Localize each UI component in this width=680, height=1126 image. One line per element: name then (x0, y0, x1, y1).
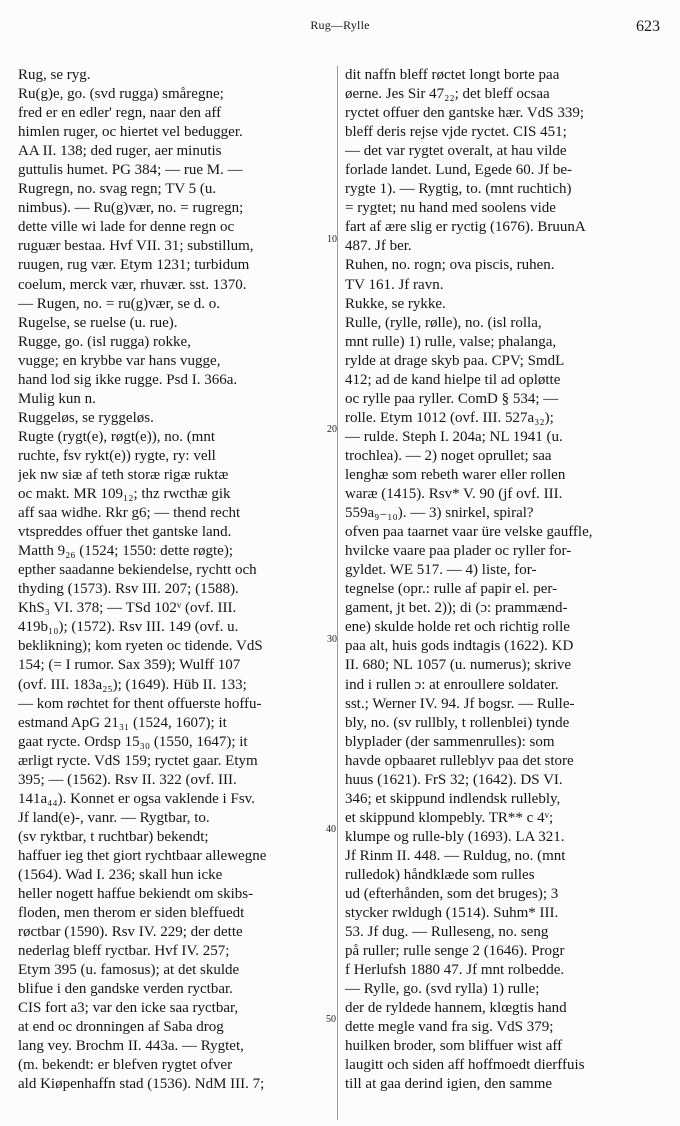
text-line: — rulde. Steph I. 204a; NL 1941 (u. (345, 428, 563, 445)
text-line: KhS₃ VI. 378; — TSd 102ᵛ (ovf. III. (18, 600, 237, 617)
text-line: et skippund klompebly. TR** c 4ᵛ; (345, 809, 554, 826)
text-line: rygte 1). — Rygtig, to. (mnt ruchtich) (345, 181, 572, 198)
text-line: ruchte, fsv rykt(e)) rygte, ry: vell (18, 447, 216, 464)
text-line: huilken broder, som bliffuer wist aff (345, 1038, 563, 1055)
text-line: vugge; en krybbe var hans vugge, (18, 352, 221, 369)
text-line: II. 680; NL 1057 (u. numerus); skrive (345, 657, 572, 674)
text-line: = rygtet; nu hand med soolens vide (345, 200, 556, 217)
text-line: Jf land(e)-, vanr. — Rygtbar, to. (18, 809, 210, 826)
text-line: jek nw siæ af teth storæ rigæ ruktæ (18, 466, 229, 483)
text-line: vtspreddes offuer thet gantske land. (18, 524, 232, 541)
text-line: Ru(g)e, go. (svd rugga) småregne; (18, 86, 224, 103)
text-line: (m. bekendt: er blefven rygtet ofver (18, 1057, 233, 1074)
left-column (18, 66, 330, 1095)
text-line: Mulig kun n. (18, 390, 96, 407)
text-line: lenghæ som rebeth warer eller rollen (345, 466, 566, 483)
text-line: 53. Jf dug. — Rulleseng, no. seng (345, 924, 549, 941)
text-line: f Herlufsh 1880 47. Jf mnt rolbedde. (345, 962, 565, 979)
text-line: AA II. 138; ded ruger, aer minutis (18, 143, 222, 160)
text-line: mnt rulle) 1) rulle, valse; phalanga, (345, 333, 557, 350)
text-line: 559a₉₋₁₀). — 3) snirkel, spiral? (345, 505, 534, 522)
line-number-50: 50 (326, 1014, 336, 1025)
text-line: ærligt rycte. VdS 159; ryctet gaar. Etym (18, 752, 258, 769)
text-line: 346; et skippund indlendsk rullebly, (345, 790, 561, 807)
text-line: paa alt, huis gods indtagis (1622). KD (345, 638, 574, 655)
text-line: 154; (= I rumor. Sax 359); Wulff 107 (18, 657, 241, 674)
text-line: ene) skulde holde ret och richtig rolle (345, 619, 570, 636)
text-line: dette ville wi lade for denne regn oc (18, 219, 235, 236)
text-line: (1564). Wad I. 236; skall hun icke (18, 866, 223, 883)
text-line: gament, jt bet. 2)); di (ɔ: prammænd- (345, 600, 568, 617)
text-line: Jf Rinm II. 448. — Ruldug, no. (mnt (345, 847, 566, 864)
text-line: 487. Jf ber. (345, 238, 412, 255)
line-number-10: 10 (327, 234, 337, 245)
text-line: ind i rullen ɔ: at enroullere soldater. (345, 676, 559, 693)
text-line: fred er en edler' regn, naar den aff (18, 105, 222, 122)
text-line: at end oc dronningen af Saba drog (18, 1019, 224, 1036)
text-line: bly, no. (sv rullbly, t rollenblei) tynde (345, 714, 570, 731)
text-line: sst.; Werner IV. 94. Jf bogsr. — Rulle- (345, 695, 575, 712)
text-line: Rug, se ryg. (18, 67, 91, 83)
text-line: ald Kiøpenhaffn stad (1536). NdM III. 7; (18, 1076, 265, 1093)
running-title: Rug—Rylle (310, 18, 370, 32)
text-line: oc rylle paa ryller. ComD § 534; — (345, 390, 559, 407)
text-line: blyplader (der sammenrulles): som (345, 733, 555, 750)
text-line: øerne. Jes Sir 47₂₂; det bleff ocsaa (345, 86, 550, 103)
text-line: CIS fort a3; var den icke saa ryctbar, (18, 1000, 239, 1017)
text-line: 395; — (1562). Rsv II. 322 (ovf. III. (18, 771, 237, 788)
text-line: blifue i den gandske verden ryctbar. (18, 981, 233, 998)
text-line: thyding (1573). Rsv III. 207; (1588). (18, 581, 239, 598)
text-line: haffuer ieg thet giort rychtbaar allewegne (18, 847, 267, 864)
text-line: havde opbaaret rulleblyv paa det store (345, 752, 574, 769)
text-line: Rukke, se rykke. (345, 295, 446, 312)
text-line: dette megle vand fra sig. VdS 379; (345, 1019, 554, 1036)
text-line: ofven paa taarnet vaar üre velske gauffle, (345, 524, 593, 541)
text-line: fart af ære slig er ryctig (1676). BruunA (345, 219, 586, 236)
text-line: guttulis humet. PG 384; — rue M. — (18, 162, 243, 179)
line-number-30: 30 (327, 634, 337, 645)
text-line: ruugen, rug vær. Etym 1231; turbidum (18, 257, 250, 274)
text-line: Rugge, go. (isl rugga) rokke, (18, 333, 191, 350)
text-line: dit naffn bleff røctet longt borte paa (345, 67, 560, 83)
text-line: 141a₄₄). Konnet er ogsa vaklende i Fsv. (18, 790, 255, 807)
text-line: 419b₁₀); (1572). Rsv III. 149 (ovf. u. (18, 619, 239, 636)
text-line: Ruhen, no. rogn; ova piscis, ruhen. (345, 257, 555, 274)
text-line: — kom røchtet for thent offuerste hoffu- (18, 695, 262, 712)
line-number-20: 20 (327, 424, 337, 435)
text-line: Matth 9₂₆ (1524; 1550: dette røgte); (18, 543, 234, 560)
text-line: gaat rycte. Ordsp 15₃₀ (1550, 1647); it (18, 733, 248, 750)
text-line: rolle. Etym 1012 (ovf. III. 527a₃₂); (345, 409, 554, 426)
text-line: lang vey. Brochm II. 443a. — Rygtet, (18, 1038, 244, 1055)
line-number-40: 40 (326, 824, 336, 835)
text-line: ryctet offuer den gantske hær. VdS 339; (345, 105, 584, 122)
text-line: Rugelse, se ruelse (u. rue). (18, 314, 178, 331)
text-line: Etym 395 (u. famosus); at det skulde (18, 962, 240, 979)
text-line: nederlag bleff ryctbar. Hvf IV. 257; (18, 943, 230, 960)
text-line: trochlea). — 2) noget oprullet; saa (345, 447, 552, 464)
text-line: forlade landet. Lund, Egede 60. Jf be- (345, 162, 572, 179)
text-line: rulledok) håndklæde som rulles (345, 866, 535, 883)
text-line: oc makt. MR 109₁₂; thz rwcthæ gik (18, 486, 231, 503)
text-line: bleff deris rejse vjde ryctet. CIS 451; (345, 124, 567, 141)
text-line: 412; ad de kand hielpe til ad opløtte (345, 371, 561, 388)
text-line: (ovf. III. 183a₂₅); (1649). Hüb II. 133; (18, 676, 247, 693)
text-line: hand lod sig ikke rugge. Psd I. 366a. (18, 371, 238, 388)
text-line: stycker rwldugh (1514). Suhm* III. (345, 905, 559, 922)
text-line: hvilcke vaare paa plader oc ryller for- (345, 543, 572, 560)
text-line: aff saa widhe. Rkr g6; — thend recht (18, 505, 241, 522)
text-line: nimbus). — Ru(g)vær, no. = rugregn; (18, 200, 244, 217)
text-line: beklikning); kom ryeten oc tidende. VdS (18, 638, 263, 655)
text-line: ruguær bestaa. Hvf VII. 31; substillum, (18, 238, 254, 255)
text-line: epther saadanne bekiendelse, rychtt och (18, 562, 257, 579)
text-line: tegnelse (opr.: rulle af papir el. per- (345, 581, 558, 598)
text-line: Rugregn, no. svag regn; TV 5 (u. (18, 181, 217, 198)
page-number: 623 (636, 18, 660, 35)
text-line: — Rugen, no. = ru(g)vær, se d. o. (18, 295, 221, 312)
text-line: coelum, merck vær, rhuvær. sst. 1370. (18, 276, 247, 293)
text-line: gyldet. WE 517. — 4) liste, for- (345, 562, 537, 579)
column-divider (337, 66, 338, 1120)
text-line: TV 161. Jf ravn. (345, 276, 444, 293)
text-line: heller nogett haffue bekiendt om skibs- (18, 886, 254, 903)
text-line: floden, men therom er siden bleffuedt (18, 905, 245, 922)
text-line: huus (1621). FrS 32; (1642). DS VI. (345, 771, 563, 788)
text-line: (sv ryktbar, t ruchtbar) bekendt; (18, 828, 209, 845)
text-line: laugitt och siden aff hoffmoedt dierffuis (345, 1057, 585, 1074)
text-line: Rugte (rygt(e), røgt(e)), no. (mnt (18, 428, 216, 445)
text-line: røctbar (1590). Rsv IV. 229; der dette (18, 924, 243, 941)
text-line: — det var rygtet overalt, at hau vilde (345, 143, 567, 160)
text-line: klumpe og rulle-bly (1693). LA 321. (345, 828, 565, 845)
text-line: himlen ruger, oc hiertet vel bedugger. (18, 124, 243, 141)
text-line: Ruggeløs, se ryggeløs. (18, 409, 154, 426)
text-line: på ruller; rulle senge 2 (1646). Progr (345, 943, 565, 960)
right-column (345, 66, 667, 1095)
text-line: estmand ApG 21₃₁ (1524, 1607); it (18, 714, 227, 731)
text-line: ud (efterhånden, som det bruges); 3 (345, 886, 559, 903)
page-header (0, 16, 680, 40)
text-line: Rulle, (rylle, rølle), no. (isl rolla, (345, 314, 542, 331)
text-line: rylde at drage skyb paa. CPV; SmdL (345, 352, 565, 369)
text-line: waræ (1415). Rsv* V. 90 (jf ovf. III. (345, 486, 563, 503)
text-line: till at gaa derind igien, den samme (345, 1076, 553, 1093)
text-line: — Rylle, go. (svd rylla) 1) rulle; (345, 981, 540, 998)
text-line: der de ryldede hannem, klœgtis hand (345, 1000, 567, 1017)
